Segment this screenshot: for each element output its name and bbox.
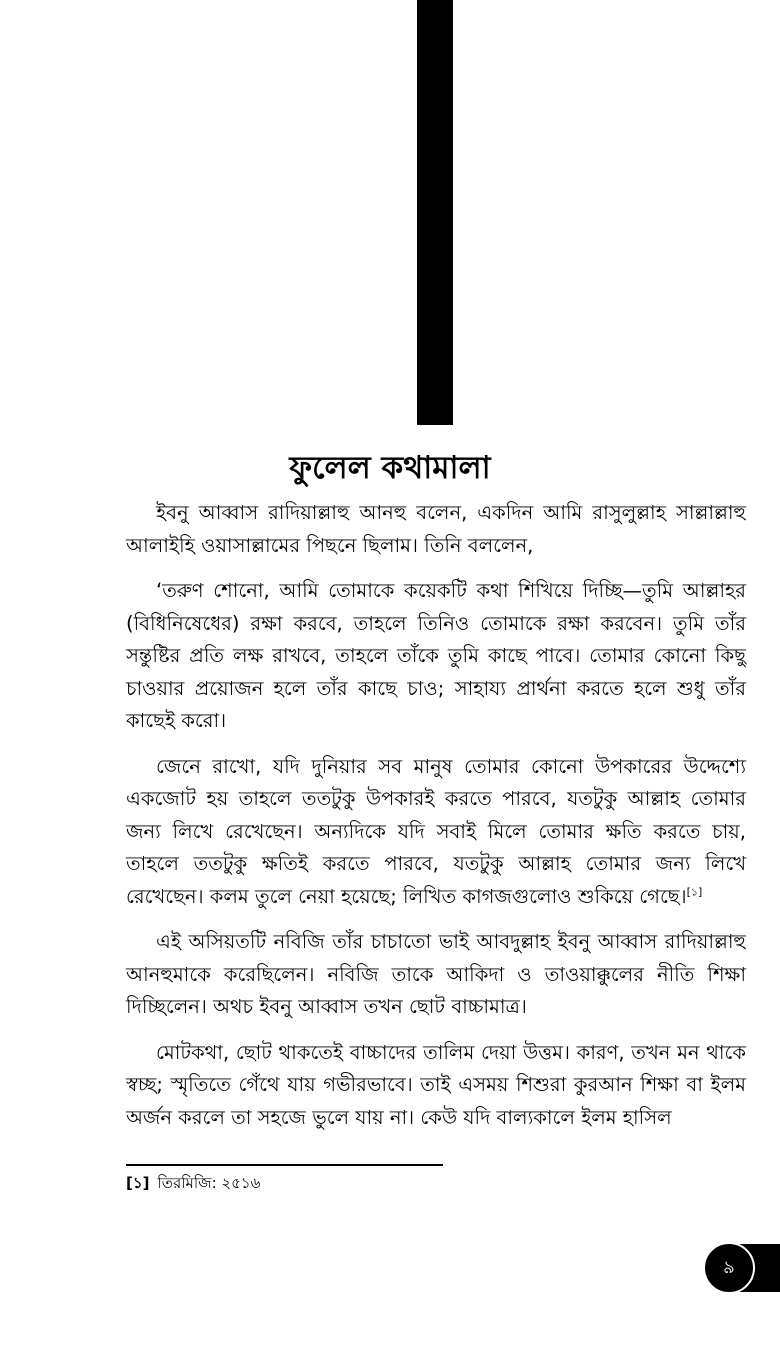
footnote-text: তিরমিজি: ২৫১৬ [157, 1174, 261, 1192]
body-text [126, 497, 746, 1147]
paragraph-5: মোটকথা, ছোট থাকতেই বাচ্চাদের তালিম দেয়া উত্তম। কারণ, তখন মন থাকে স্বচ্ছ; স্মৃতিতে গেঁথে যায় গভীরভাবে। তাই এসময় শিশুরা কুরআন শিক্ষা বা ইলম অর্জন করলে তা সহজে ভুলে যায় না। কেউ যদি বাল্যকালে ইলম হাসিল [126, 1040, 746, 1129]
footnote [126, 1172, 260, 1194]
footnote-number: [১] [126, 1174, 150, 1192]
footnote-reference[interactable]: [১] [686, 885, 703, 898]
page-number: ৯ [723, 1256, 735, 1278]
decorative-vertical-bar [417, 0, 453, 425]
paragraph-3-text: জেনে রাখো, যদি দুনিয়ার সব মানুষ তোমার কোনো উপকারের উদ্দেশ্যে একজোট হয় তাহলে ততটুকু উপকারই করতে পারবে, যতটুকু আল্লাহ তোমার জন্য লিখে রেখেছেন। অন্যদিকে যদি সবাই মিলে তোমার ক্ষতি করতে চায়, তাহলে ততটুকু ক্ষতিই করতে পারবে, যতটুকু আল্লাহ তোমার জন্য লিখে রেখেছেন। কলম তুলে নেয়া হয়েছে; লিখিত কাগজগুলোও শুকিয়ে গেছে। [126, 754, 746, 908]
paragraph-4: এই অসিয়তটি নবিজি তাঁর চাচাতো ভাই আবদুল্লাহ ইবনু আব্বাস রাদিয়াল্লাহু আনহুমাকে করেছিলেন। নবিজি তাকে আকিদা ও তাওয়াক্কুলের নীতি শিক্ষা দিচ্ছিলেন। অথচ ইবনু আব্বাস তখন ছোট বাচ্চামাত্র। [126, 930, 746, 1018]
footnote-divider [126, 1164, 443, 1166]
chapter-title: ফুলেল কথামালা [289, 450, 491, 486]
page-number-badge [703, 1242, 755, 1294]
paragraph-3 [126, 751, 746, 914]
paragraph-1: ইবনু আব্বাস রাদিয়াল্লাহু আনহু বলেন, একদিন আমি রাসুলুল্লাহ সাল্লাল্লাহু আলাইহি ওয়াসাল্লামের পিছনে ছিলাম। তিনি বললেন, [126, 501, 746, 557]
paragraph-2: ‘তরুণ শোনো, আমি তোমাকে কয়েকটি কথা শিখিয়ে দিচ্ছি—তুমি আল্লাহর (বিধিনিষেধের) রক্ষা করবে, তাহলে তিনিও তোমাকে রক্ষা করবেন। তুমি তাঁর সন্তুষ্টির প্রতি লক্ষ রাখবে, তাহলে তাঁকে তুমি কাছে পাবে। তোমার কোনো কিছু চাওয়ার প্রয়োজন হলে তাঁর কাছে চাও; সাহায্য প্রার্থনা করতে হলে শুধু তাঁর কাছেই করো। [126, 579, 746, 732]
